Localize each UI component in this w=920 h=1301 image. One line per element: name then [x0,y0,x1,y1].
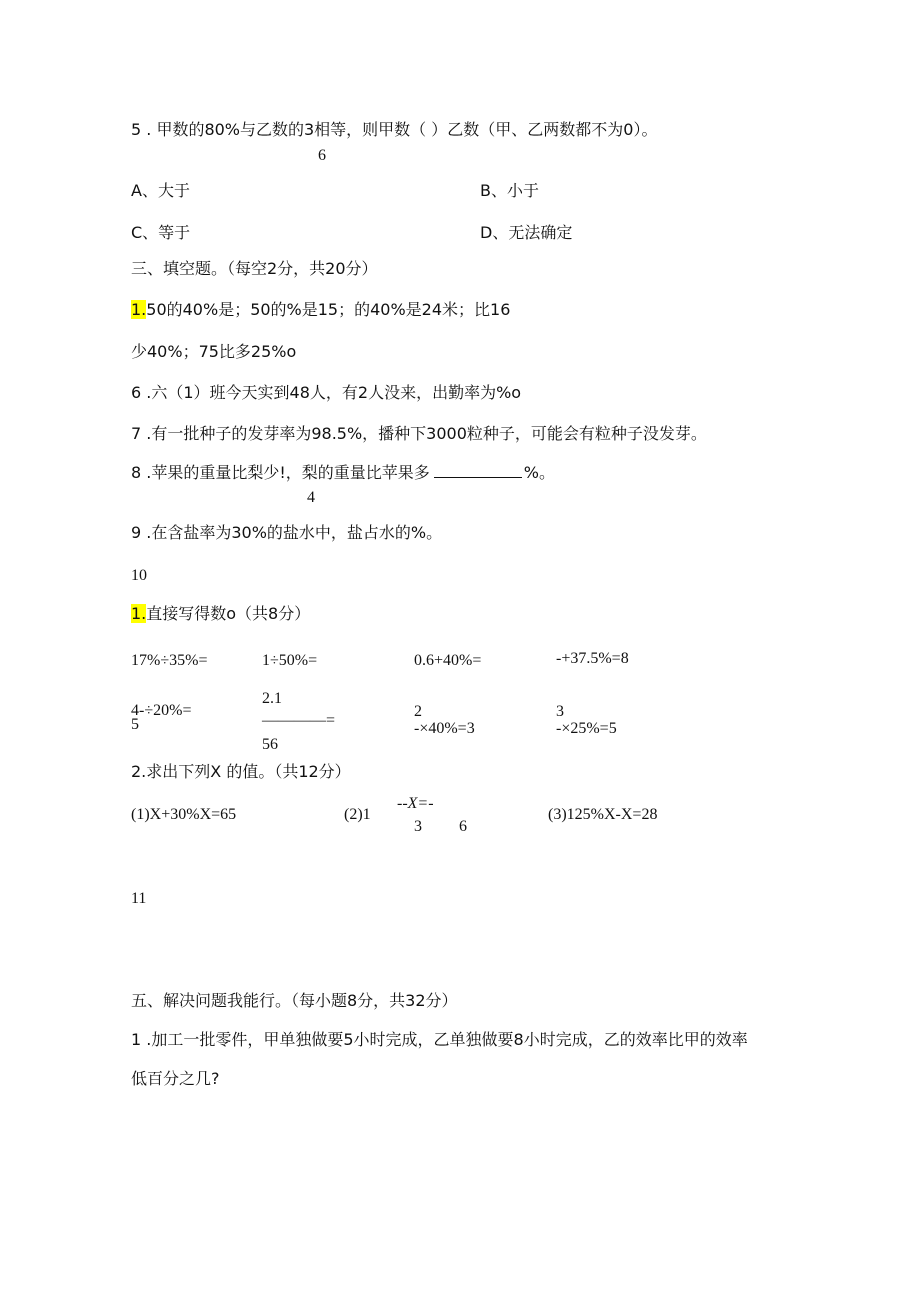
q5-option-a[interactable]: A、大于 [131,181,190,200]
calc-r1c4: -+37.5%=8 [556,650,629,667]
solve-eq2-denom-2: 6 [459,818,467,835]
solve-number-11: 11 [131,890,147,907]
solve-eq2-prefix: (2)1 [344,806,371,823]
fill-q8-text: 8 .苹果的重量比梨少!，梨的重量比苹果多 [131,463,430,482]
calc-r2c4-top: 3 [556,703,564,720]
fill-q8-blank[interactable] [434,462,522,478]
q5-sub: 6 [318,147,326,164]
section5-q1: 1 .加工一批零件，甲单独做要5小时完成，乙单独做要8小时完成，乙的效率比甲的效率 [131,1030,748,1049]
fill-q9: 9 .在含盐率为30%的盐水中，盐占水的%。 [131,523,443,542]
calc-r1c1: 17%÷35%= [131,652,208,669]
fill-item-1-cont: 少40%；75比多25%o [131,342,297,361]
calc-r2c2-top: 2.1 [262,690,282,707]
calc-r1c2: 1÷50%= [262,652,318,669]
q5-text: 5 . 甲数的80%与乙数的3相等，则甲数（ ）乙数（甲、乙两数都不为0）。 [131,120,658,139]
q5-option-d[interactable]: D、无法确定 [480,223,573,242]
fill-q7: 7 .有一批种子的发芽率为98.5%，播种下3000粒种子，可能会有粒种子没发芽。 [131,424,707,443]
section5-q1-cont: 低百分之几? [131,1069,220,1088]
section5-title: 五、解决问题我能行。（每小题8分，共32分） [131,991,458,1010]
fill-item-1-text: 50的40%是；50的%是15；的40%是24米；比16 [146,300,511,319]
calc-r2c2-mid: ————= [262,712,336,729]
calc-r1c3: 0.6+40%= [414,652,482,669]
fill-q8-sub: 4 [307,489,315,506]
calc-r2c1: 4-÷20%= [131,702,192,719]
calc-number: 1. [131,604,147,623]
solve-eq3: (3)125%X-X=28 [548,806,658,823]
solve-eq2-top: --X=- [397,795,434,812]
calc-r2c3-bot: -×40%=3 [414,720,475,737]
fill-item-1 [131,300,510,320]
calc-r2c4-bot: -×25%=5 [556,720,617,737]
solve-eq1: (1)X+30%X=65 [131,806,237,823]
section3-title: 三、填空题。（每空2分，共20分） [131,259,378,278]
q5-option-c[interactable]: C、等于 [131,223,191,242]
fill-q6: 6 .六（1）班今天实到48人，有2人没来，出勤率为%o [131,383,522,402]
solve-title: 2.求出下列X 的值。（共12分） [131,762,351,781]
calc-heading [131,604,310,624]
calc-r2c2-bot: 56 [262,736,278,751]
fill-q8 [131,462,555,483]
fill-item-1-number: 1. [131,300,147,319]
calc-title: 直接写得数o（共8分） [146,604,311,623]
q5-option-b[interactable]: B、小于 [480,181,539,200]
fill-q8-suffix: %。 [523,463,555,482]
solve-eq2-denom-1: 3 [414,818,422,835]
calc-r2c1-sub: 5 [131,716,139,733]
calc-r2c3-top: 2 [414,703,422,720]
fill-q10: 10 [131,567,147,584]
